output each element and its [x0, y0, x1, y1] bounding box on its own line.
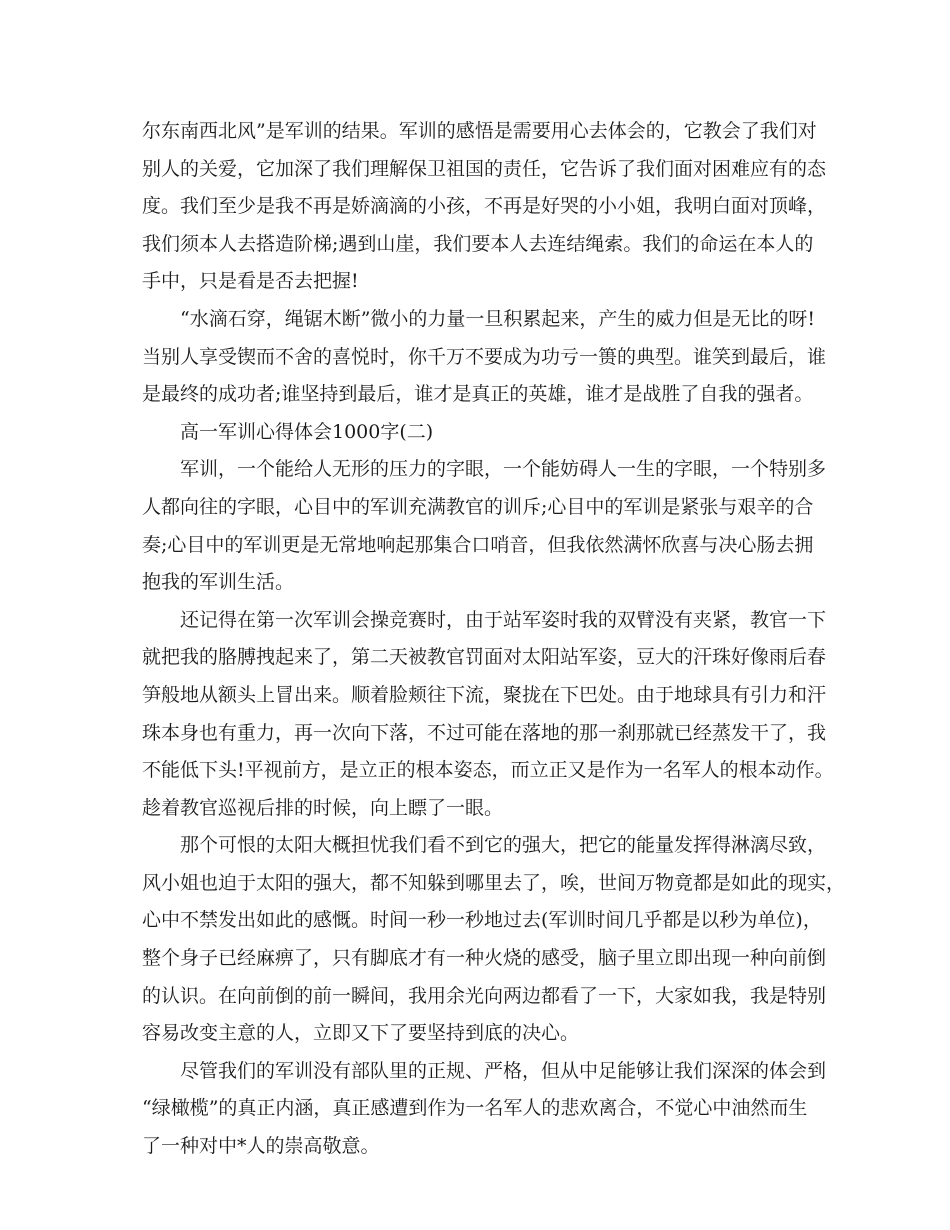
text-line: 度。我们至少是我不再是娇滴滴的小孩，不再是好哭的小小姐，我明白面对顶峰，: [142, 195, 827, 218]
text-line: 心中不禁发出如此的感慨。时间一秒一秒地过去(军训时间几乎都是以秒为单位)，: [142, 909, 822, 932]
text-line: 就把我的胳膊拽起来了，第二天被教官罚面对太阳站军姿，豆大的汗珠好像雨后春: [142, 646, 827, 669]
text-line: 笋般地从额头上冒出来。顺着脸颊往下流，聚拢在下巴处。由于地球具有引力和汗: [142, 683, 827, 706]
text-line: 当别人享受锲而不舍的喜悦时，你千万不要成为功亏一篑的典型。谁笑到最后，谁: [142, 345, 827, 368]
text-line: 了一种对中*人的崇高敬意。: [142, 1135, 380, 1158]
paragraph-first-line: 尽管我们的军训没有部队里的正规、严格，但从中足能够让我们深深的体会到: [180, 1059, 827, 1082]
text-line: 风小姐也迫于太阳的强大，都不知躲到哪里去了，唉，世间万物竟都是如此的现实，: [142, 871, 846, 894]
text-line: “绿橄榄”的真正内涵，真正感遭到作为一名军人的悲欢离合，不觉心中油然而生: [142, 1097, 808, 1120]
text-line: 人都向往的字眼，心目中的军训充满教官的训斥;心目中的军训是紧张与艰辛的合: [142, 495, 814, 518]
text-line: 抱我的军训生活。: [142, 571, 295, 594]
text-line: 奏;心目中的军训更是无常地响起那集合口哨音，但我依然满怀欣喜与决心肠去拥: [142, 533, 814, 556]
text-line: 我们须本人去搭造阶梯;遇到山崖，我们要本人去连结绳索。我们的命运在本人的: [142, 232, 814, 255]
paragraph-first-line: 那个可恨的太阳大概担忧我们看不到它的强大，把它的能量发挥得淋漓尽致，: [180, 834, 827, 857]
text-line: 容易改变主意的人，立即又下了要坚持到底的决心。: [142, 1022, 580, 1045]
text-line: 趁着教官巡视后排的时候，向上瞟了一眼。: [142, 796, 504, 819]
text-line: 别人的关爱，它加深了我们理解保卫祖国的责任，它告诉了我们面对困难应有的态: [142, 157, 827, 180]
paragraph-first-line: 还记得在第一次军训会操竞赛时，由于站军姿时我的双臂没有夹紧，教官一下: [180, 608, 827, 631]
text-line: 手中，只是看是否去把握!: [142, 270, 359, 293]
text-line: 整个身子已经麻痹了，只有脚底才有一种火烧的感受，脑子里立即出现一种向前倒: [142, 947, 827, 970]
paragraph-first-line: 军训，一个能给人无形的压力的字眼，一个能妨碍人一生的字眼，一个特别多: [180, 458, 827, 481]
text-line: 不能低下头!平视前方，是立正的根本姿态，而立正又是作为一名军人的根本动作。: [142, 759, 834, 782]
text-line: 尔东南西北风”是军训的结果。军训的感悟是需要用心去体会的，它教会了我们对: [142, 120, 817, 142]
section-heading: 高一军训心得体会1000字(二): [180, 420, 434, 443]
text-line: 的认识。在向前倒的前一瞬间，我用余光向两边都看了一下，大家如我，我是特别: [142, 984, 827, 1007]
text-line: 珠本身也有重力，再一次向下落，不过可能在落地的那一刹那就已经蒸发干了，我: [142, 721, 827, 744]
text-line: 是最终的成功者;谁坚持到最后，谁才是真正的英雄，谁才是战胜了自我的强者。: [142, 383, 814, 406]
document-body: [142, 116, 846, 1169]
paragraph-first-line: “水滴石穿，绳锯木断”微小的力量一旦积累起来，产生的威力但是无比的呀!: [180, 307, 816, 330]
